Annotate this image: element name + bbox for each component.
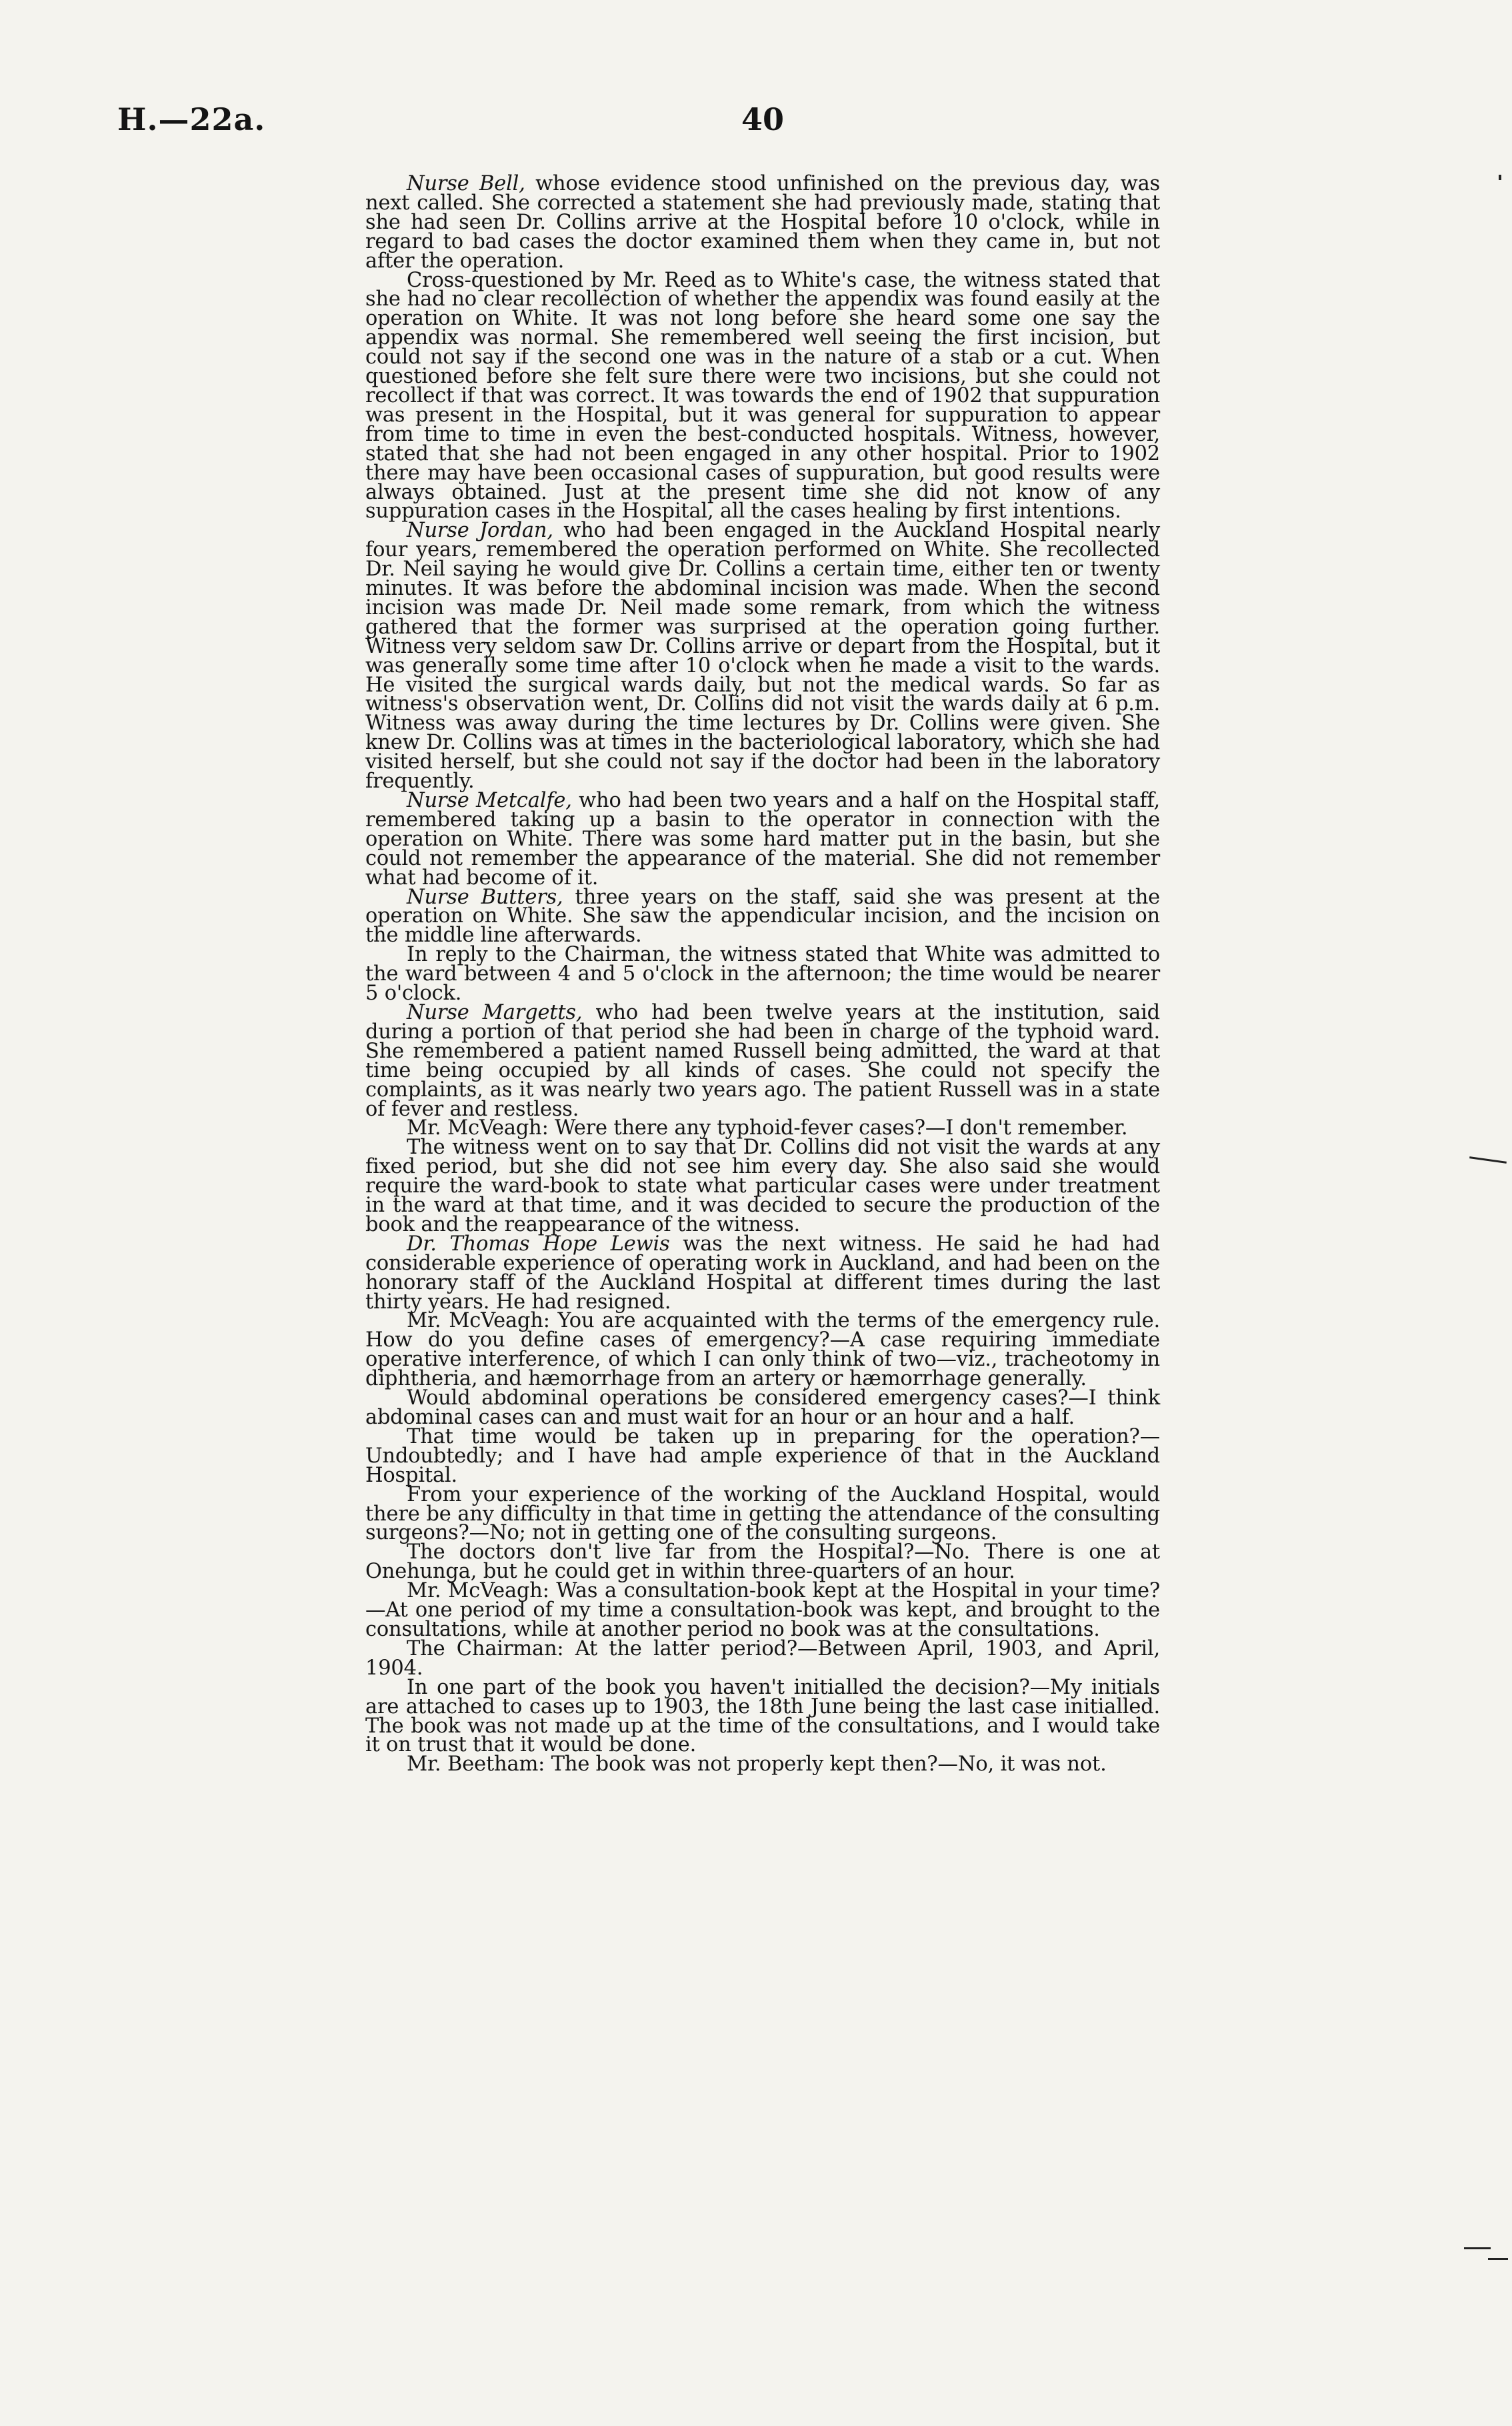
paragraph (365, 172, 1161, 273)
paragraph-text: Mr. Beetham: The book was not properly kept then?—No, it was not. (407, 1752, 1107, 1776)
paragraph-text: Cross-questioned by Mr. Reed as to White's case, the witness stated that she had no clear recollection of whether the appendix was found easily at the operation on White. It was not long before she heard some one say the appendix was normal. She remembered well seeing the first incision, but could not say if the second one was in the nature of a stab or a cut. When questioned before she felt sure there were two incisions, but she could not recollect if that was correct. It was towards the end of 1902 that suppuration was present in the Hospital, but it was general for suppuration to appear from time to time in even the best-conducted hospitals. Witness, however, stated that she had not been engaged in any other hospital. Prior to 1902 there may have been occasional cases of suppuration, but good results were always obtained. Just at the present time she did not know of any suppuration cases in the Hospital, all the cases healing by first intentions. (365, 268, 1160, 523)
body-text (365, 172, 1161, 1776)
paragraph (365, 1309, 1160, 1391)
paragraph-text: who had been engaged in the Auckland Hospital nearly four years, remembered the operation performed on White. She recollected Dr. Neil saying he would give Dr. Collins a certain time, either ten or twenty minutes. It was before the abdominal incision was made. When the second incision was made Dr. Neil made some remark, from which the witness gathered that the former was surprised at the operation going further. Witness very seldom saw Dr. Collins arrive or depart from the Hospital, but it was generally some time after 10 o'clock when he made a visit to the wards. He visited the surgical wards daily, but not the medical wards. So far as witness's observation went, Dr. Collins did not visit the wards daily at 6 p.m. Witness was away during the time lectures by Dr. Collins were given. She knew Dr. Collins was at times in the bacteriological laboratory, which she had visited herself, but she could not say if the doctor had been in the laboratory frequently. (365, 519, 1160, 794)
paragraph (365, 1000, 1160, 1121)
paragraph-text: three years on the staff, said she was present at the operation on White. She saw the appendicular incision, and the incision on the middle line afterwards. (365, 885, 1160, 948)
paragraph (365, 1636, 1160, 1680)
paragraph-text: was the next witness. He said he had had considerable experience of operating work in Auckland, and had been on the honorary staff of the Auckland Hospital at different times during the last thirty years. He had resigned. (365, 1232, 1160, 1314)
paragraph (365, 1232, 1160, 1314)
paragraph (365, 1386, 1160, 1429)
paragraph (365, 943, 1160, 1006)
document-reference: H.—22a. (117, 101, 266, 137)
paragraph-text: who had been twelve years at the institution, said during a portion of that period she had been in charge of the typhoid ward. She remembered a patient named Russell being admitted, the ward at that time being occupied by all kinds of cases. She could not specify the complaints, as it was nearly two years ago. The patient Russell was in a state of fever and restless. (365, 1000, 1160, 1121)
paragraph (365, 1138, 1160, 1235)
paragraph (365, 1482, 1160, 1545)
witness-name: Nurse Margetts, (407, 1000, 583, 1024)
paragraph-text: Mr. McVeagh: You are acquainted with the terms of the emergency rule. How do you define cases of emergency?—A case requiring immediate operative interference, of which I can only think of two—viz., tracheotomy in diphtheria, and hæmorrhage from an artery or hæmorrhage generally. (365, 1309, 1160, 1391)
paragraph-text: That time would be taken up in preparing for the operation?—Undoubtedly; and I have had ample experience of that in the Auckland Hospital. (365, 1424, 1160, 1487)
margin-dash-mark (1469, 1156, 1507, 1164)
paragraph-text: The doctors don't live far from the Hospital?—No. There is one at Onehunga, but he could get in within three-quarters of an hour. (365, 1540, 1160, 1584)
paragraph-text: The Chairman: At the latter period?—Between April, 1903, and April, 1904. (365, 1636, 1160, 1680)
page-number: 40 (741, 101, 785, 137)
paragraph (365, 1675, 1160, 1757)
paragraph (365, 1424, 1160, 1487)
paragraph (365, 1540, 1160, 1584)
paragraph (365, 885, 1160, 948)
witness-name: Nurse Bell, (407, 172, 525, 195)
paragraph-text: Would abdominal operations be considered emergency cases?—I think abdominal cases can and must wait for an hour or an hour and a half. (365, 1386, 1160, 1429)
paragraph (365, 268, 1160, 523)
scan-speck (1499, 175, 1501, 180)
witness-name: Nurse Butters, (407, 885, 563, 909)
paragraph-text: The witness went on to say that Dr. Collins did not visit the wards at any fixed period, but she did not see him every day. She also said she would require the ward-book to state what particular cases were under treatment in the ward at that time, and it was decided to secure the production of the book and the reappearance of the witness. (365, 1136, 1160, 1236)
paragraph-text: Mr. McVeagh: Were there any typhoid-fever cases?—I don't remember. (407, 1116, 1128, 1140)
paragraph-text: who had been two years and a half on the Hospital staff, remembered taking up a basin to the operator in connection with the operation on White. There was some hard matter put in the basin, but she could not remember the appearance of the material. She did not remember what had become of it. (365, 789, 1160, 890)
paragraph (365, 789, 1160, 890)
margin-dash-mark (1488, 2258, 1508, 2260)
witness-name: Dr. Thomas Hope Lewis (407, 1232, 670, 1256)
paragraph-text: whose evidence stood unfinished on the previous day, was next called. She corrected a statement she had previously made, stating that she had seen Dr. Collins arrive at the Hospital before 10 o'clock, while in regard to bad cases the doctor examined them when they came in, but not after the operation. (365, 172, 1161, 273)
margin-dash-mark (1464, 2247, 1491, 2249)
paragraph (365, 521, 1160, 792)
paragraph (365, 1579, 1160, 1641)
paragraph-text: In reply to the Chairman, the witness stated that White was admitted to the ward between 4 and 5 o'clock in the afternoon; the time would be nearer 5 o'clock. (365, 943, 1160, 1006)
paragraph (365, 1752, 1160, 1776)
witness-name: Nurse Jordan, (407, 519, 553, 543)
witness-name: Nurse Metcalfe, (407, 789, 572, 812)
paragraph-text: Mr. McVeagh: Was a consultation-book kept at the Hospital in your time?—At one period of my time a consultation-book was kept, and brought to the consultations, while at another period no book was at the consultations. (365, 1579, 1160, 1641)
paragraph-text: In one part of the book you haven't initialled the decision?—My initials are attached to cases up to 1903, the 18th June being the last case initialled. The book was not made up at the time of the consultations, and I would take it on trust that it would be done. (365, 1675, 1160, 1757)
paragraph-text: From your experience of the working of the Auckland Hospital, would there be any difficulty in that time in getting the attendance of the consulting surgeons?—No; not in getting one of the consulting surgeons. (365, 1482, 1160, 1545)
